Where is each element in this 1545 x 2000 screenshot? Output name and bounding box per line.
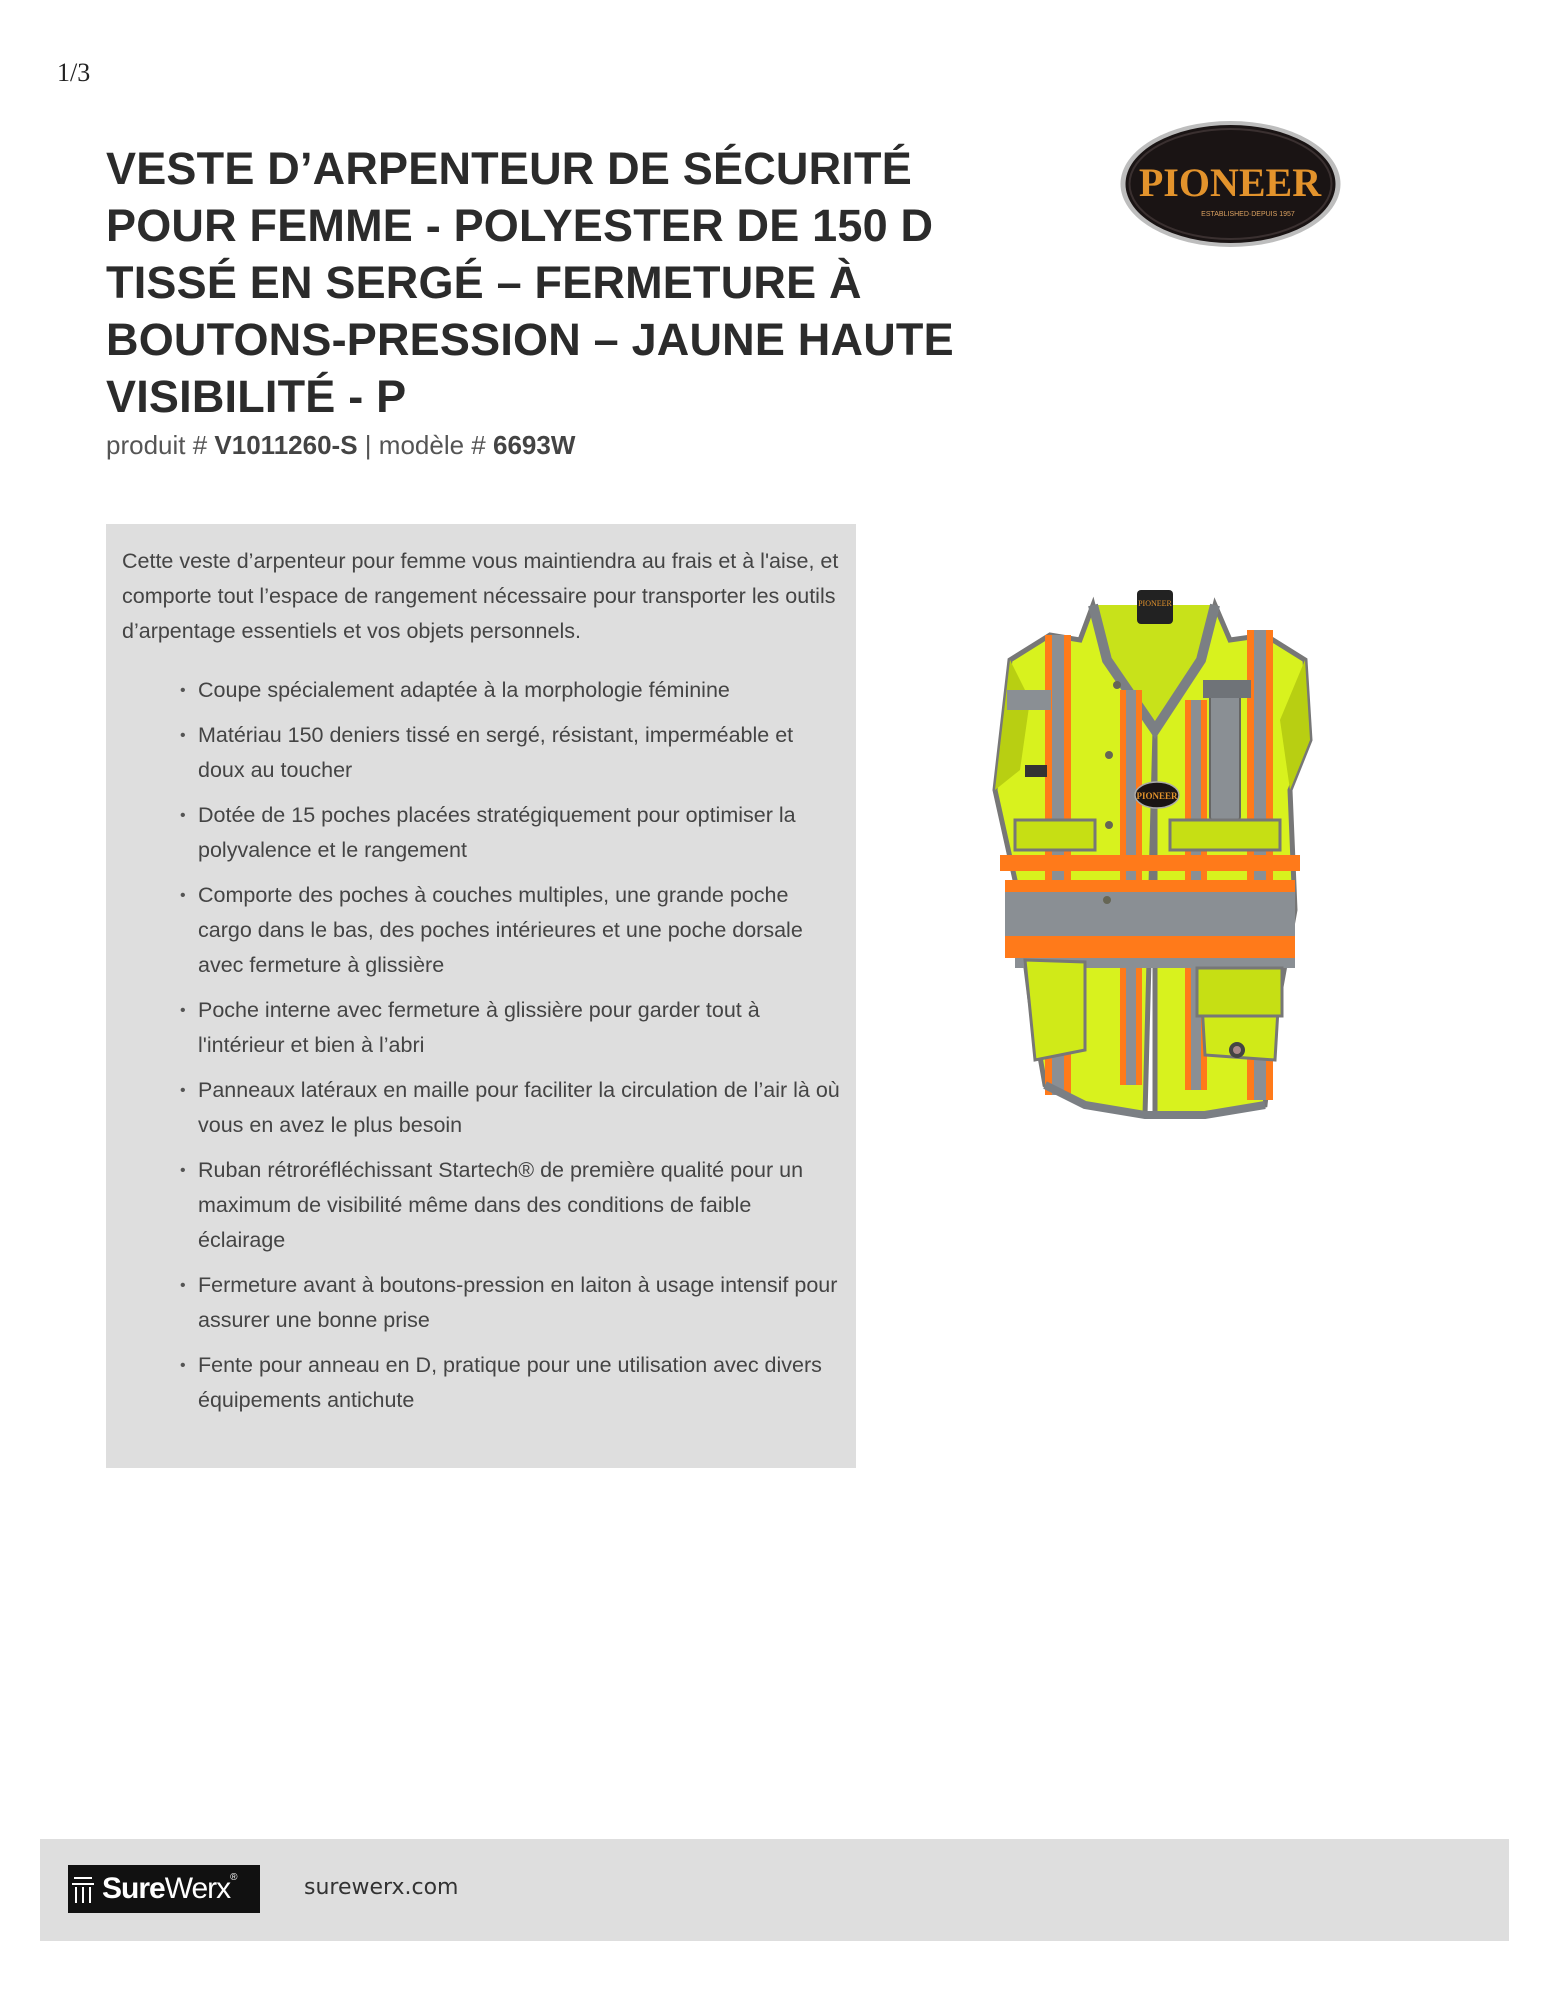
model-label: modèle # bbox=[378, 430, 486, 460]
list-item: • Dotée de 15 poches placées stratégiquement pour optimiser la polyvalence et le rangement bbox=[180, 798, 840, 868]
product-label: produit # bbox=[106, 430, 208, 460]
bullet-icon: • bbox=[180, 1162, 186, 1179]
surewerx-mark-icon bbox=[68, 1865, 98, 1913]
svg-text:PIONEER: PIONEER bbox=[1136, 791, 1178, 801]
product-number: V1011260-S bbox=[214, 430, 358, 460]
bullet-icon: • bbox=[180, 1002, 186, 1019]
product-title: VESTE D’ARPENTEUR DE SÉCURITÉ POUR FEMME - POLYESTER DE 150 D TISSÉ EN SERGÉ – FERMETURE À BOUTONS-PRESSION – JAUNE HAUTE VISIBILITÉ - P bbox=[106, 143, 954, 422]
feature-list bbox=[122, 673, 840, 1418]
list-item: • Poche interne avec fermeture à glissière pour garder tout à l'intérieur et bien à l’abri bbox=[180, 993, 840, 1063]
list-item: • Fente pour anneau en D, pratique pour une utilisation avec divers équipements antichute bbox=[180, 1348, 840, 1418]
list-item: • Matériau 150 deniers tissé en sergé, résistant, imperméable et doux au toucher bbox=[180, 718, 840, 788]
bullet-icon: • bbox=[180, 1277, 186, 1294]
logo-werx: Werx bbox=[164, 1872, 231, 1905]
description-intro: Cette veste d’arpenteur pour femme vous maintiendra au frais et à l'aise, et comporte tout l’espace de rangement nécessaire pour transporter les outils d’arpentage essentiels et vos objets personnels. bbox=[122, 549, 839, 643]
list-item: • Fermeture avant à boutons-pression en laiton à usage intensif pour assurer une bonne prise bbox=[180, 1268, 840, 1338]
footer-url[interactable]: surewerx.com bbox=[304, 1875, 459, 1900]
pioneer-logo bbox=[1118, 118, 1343, 250]
bullet-icon: • bbox=[180, 1357, 186, 1374]
bullet-icon: • bbox=[180, 887, 186, 904]
bullet-icon: • bbox=[180, 682, 186, 699]
model-number: 6693W bbox=[493, 430, 576, 460]
logo-registered: ® bbox=[230, 1872, 237, 1883]
svg-text:PIONEER: PIONEER bbox=[1138, 599, 1172, 608]
bullet-icon: • bbox=[180, 727, 186, 744]
description-panel bbox=[106, 524, 856, 1468]
codes-separator: | bbox=[364, 430, 372, 460]
product-image-vest bbox=[975, 580, 1335, 1130]
svg-text:ESTABLISHED·DEPUIS 1957: ESTABLISHED·DEPUIS 1957 bbox=[1201, 211, 1295, 218]
svg-text:PIONEER: PIONEER bbox=[1138, 160, 1322, 205]
surewerx-logo bbox=[68, 1865, 260, 1913]
bullet-icon: • bbox=[180, 807, 186, 824]
footer-bar bbox=[40, 1839, 1509, 1941]
list-item: • Comporte des poches à couches multiples, une grande poche cargo dans le bas, des poches intérieures et une poche dorsale avec fermeture à glissière bbox=[180, 878, 840, 983]
list-item: • Ruban rétroréfléchissant Startech® de première qualité pour un maximum de visibilité même dans des conditions de faible éclairage bbox=[180, 1153, 840, 1258]
product-codes bbox=[106, 430, 575, 461]
list-item: • Panneaux latéraux en maille pour faciliter la circulation de l’air là où vous en avez le plus besoin bbox=[180, 1073, 840, 1143]
logo-sure: Sure bbox=[102, 1872, 165, 1905]
page-number: 1/3 bbox=[57, 58, 91, 87]
bullet-icon: • bbox=[180, 1082, 186, 1099]
list-item: • Coupe spécialement adaptée à la morphologie féminine bbox=[180, 673, 840, 708]
